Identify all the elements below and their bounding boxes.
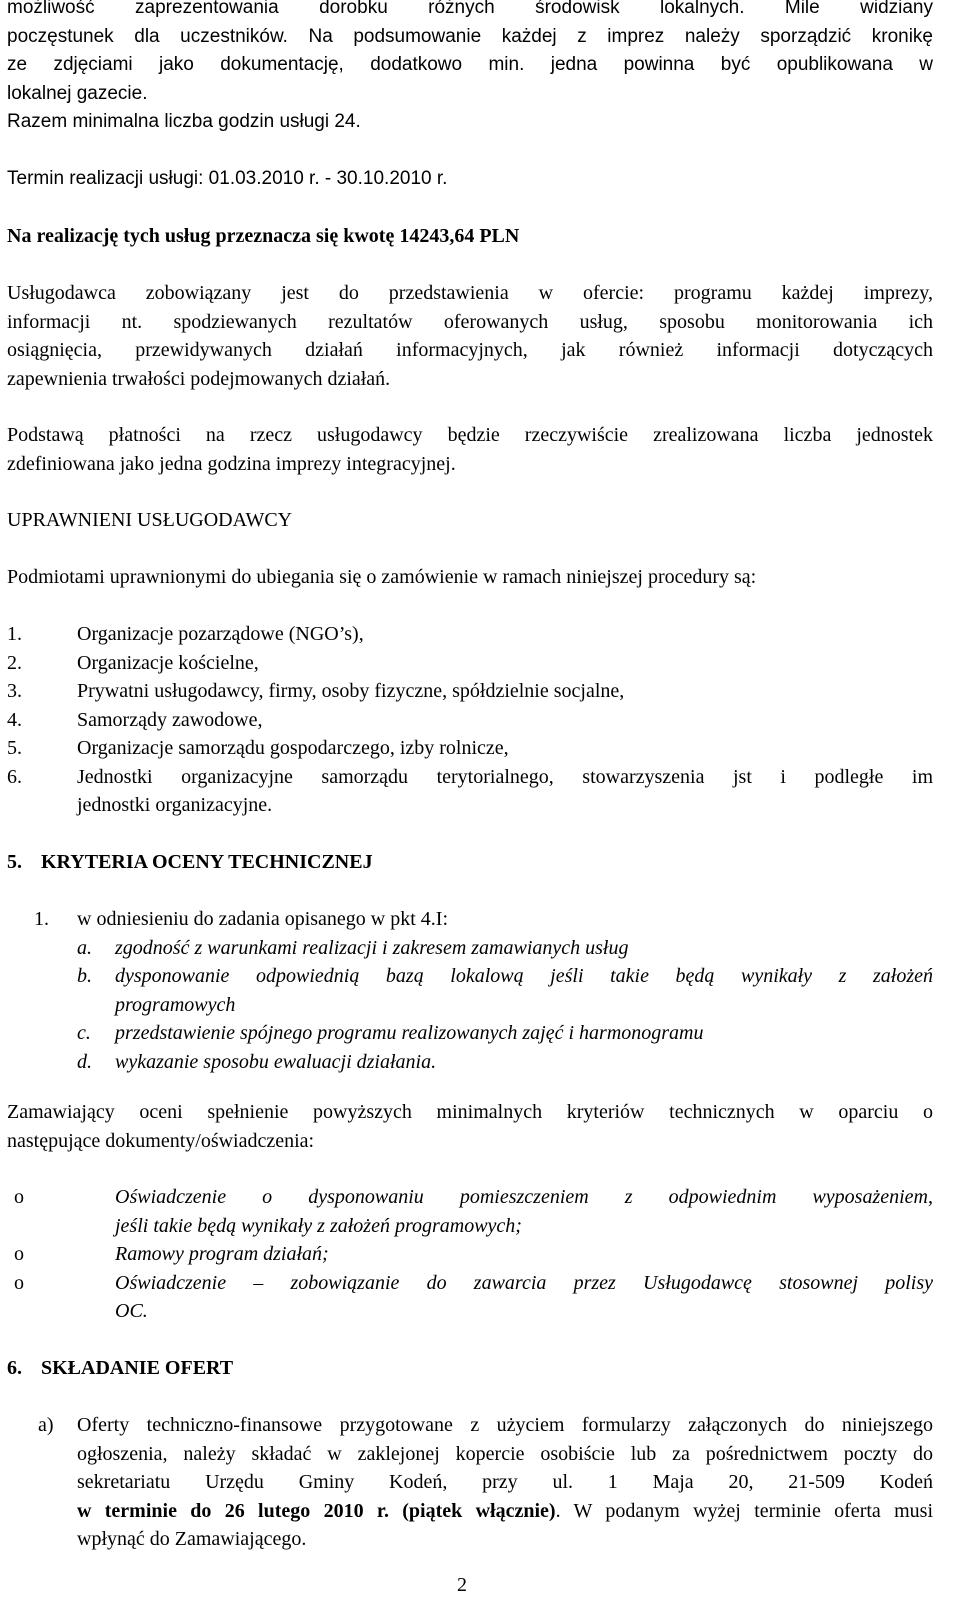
list-number: 1. — [7, 623, 22, 645]
list-text: Jednostki organizacyjne samorządu terytorialnego, stowarzyszenia jst i podległe im — [77, 765, 933, 788]
list-text: przedstawienie spójnego programu realizowanych zajęć i harmonogramu — [115, 1022, 704, 1044]
text-line: Usługodawca zobowiązany jest do przedstawienia w ofercie: programu każdej imprezy, — [7, 282, 933, 304]
eligible-list — [7, 620, 933, 820]
list-letter: c. — [77, 1022, 91, 1044]
list-text: Ramowy program działań; — [115, 1243, 329, 1265]
text-line: ogłoszenia, należy składać w zaklejonej kopercie osobiście lub za pośrednictwem poczty do — [77, 1442, 933, 1465]
list-text: Organizacje kościelne, — [77, 651, 259, 674]
list-text: zgodność z warunkami realizacji i zakresem zamawianych usług — [115, 936, 629, 959]
list-number: 3. — [7, 680, 22, 702]
documents-intro — [7, 1098, 933, 1155]
offers-text — [77, 1411, 933, 1554]
text-line: możliwość zaprezentowania dorobku różnych środowisk lokalnych. Mile widziany — [7, 0, 933, 18]
list-item — [7, 1269, 933, 1326]
list-text: wykazanie sposobu ewaluacji działania. — [115, 1050, 437, 1073]
documents-list — [7, 1183, 933, 1326]
text-line: wpłynąć do Zamawiającego. — [77, 1528, 307, 1550]
list-item — [7, 934, 933, 963]
list-item — [7, 734, 933, 763]
text-line: ze zdjęciami jako dokumentację, dodatkowo min. jedna powinna być opublikowana w — [7, 54, 933, 75]
section-number: 6. — [7, 1357, 22, 1379]
list-item — [7, 1183, 933, 1240]
section-number: 5. — [7, 851, 22, 873]
list-item — [7, 1019, 933, 1048]
eligible-heading: UPRAWNIENI USŁUGODAWCY — [7, 509, 293, 531]
list-letter: a. — [77, 936, 92, 959]
list-text: jeśli takie będą wynikały z założeń programowych; — [115, 1214, 522, 1237]
list-text: w odniesieniu do zadania opisanego w pkt 4.I: — [77, 908, 449, 930]
list-item — [7, 962, 933, 1019]
list-text: Samorządy zawodowe, — [77, 708, 263, 731]
text-line: sekretariatu Urzędu Gminy Kodeń, przy ul. 1 Maja 20, 21-509 Kodeń — [77, 1471, 933, 1493]
list-text: OC. — [115, 1300, 148, 1322]
payment-paragraph — [7, 421, 933, 478]
list-number: 2. — [7, 651, 22, 674]
list-text: jednostki organizacyjne. — [77, 794, 273, 816]
list-item — [7, 1048, 933, 1077]
list-number: 6. — [7, 765, 22, 788]
criteria-list — [7, 905, 933, 1076]
list-letter: a) — [38, 1414, 54, 1436]
amount-line: Na realizację tych usług przeznacza się kwotę 14243,64 PLN — [7, 225, 520, 247]
list-number: 1. — [34, 908, 49, 930]
hours-line: Razem minimalna liczba godzin usługi 24. — [7, 111, 361, 132]
text-line: lokalnej gazecie. — [7, 82, 148, 104]
bullet-marker: o — [14, 1186, 24, 1208]
eligible-intro: Podmiotami uprawnionymi do ubiegania się o zamówienie w ramach niniejszej procedury są: — [7, 566, 757, 588]
list-item — [7, 905, 933, 934]
list-item — [7, 677, 933, 706]
list-text: Organizacje pozarządowe (NGO’s), — [77, 623, 364, 645]
text-line: informacji nt. spodziewanych rezultatów oferowanych usług, sposobu monitorowania ich — [7, 310, 933, 333]
text-line — [77, 1497, 933, 1526]
list-number: 5. — [7, 737, 22, 759]
list-number: 4. — [7, 708, 22, 731]
text-line: poczęstunek dla uczestników. Na podsumowanie każdej z imprez należy sporządzić kronikę — [7, 25, 933, 47]
offers-heading — [7, 1354, 933, 1383]
list-text: Prywatni usługodawcy, firmy, osoby fizyczne, spółdzielnie socjalne, — [77, 680, 625, 702]
criteria-heading — [7, 848, 933, 877]
text-line: zapewnienia trwałości podejmowanych działań. — [7, 367, 391, 390]
section-title: SKŁADANIE OFERT — [41, 1357, 234, 1379]
text-line: osiągnięcia, przewidywanych działań informacyjnych, jak również informacji dotyczących — [7, 339, 933, 361]
list-text: Organizacje samorządu gospodarczego, izby rolnicze, — [77, 737, 509, 759]
offers-item — [7, 1411, 933, 1554]
list-text: Oświadczenie o dysponowaniu pomieszczeniem z odpowiednim wyposażeniem, — [115, 1186, 933, 1208]
list-letter: d. — [77, 1050, 92, 1073]
list-item — [7, 1240, 933, 1269]
list-letter: b. — [77, 965, 92, 987]
list-item — [7, 649, 933, 678]
list-text: Oświadczenie – zobowiązanie do zawarcia przez Usługodawcę stosownej polisy — [115, 1271, 933, 1294]
list-item — [7, 620, 933, 649]
text-line: Oferty techniczno-finansowe przygotowane z użyciem formularzy załączonych do niniejszego — [77, 1414, 933, 1436]
deadline-rest: . W podanym wyżej terminie oferta musi — [555, 1499, 934, 1522]
obligation-paragraph — [7, 279, 933, 393]
list-text: dysponowanie odpowiednią bazą lokalową jeśli takie będą wynikały z założeń — [115, 965, 933, 987]
text-line: następujące dokumenty/oświadczenia: — [7, 1129, 315, 1152]
page-number: 2 — [457, 1574, 467, 1596]
deadline-text: w terminie do 26 lutego 2010 r. (piątek włącznie) — [77, 1499, 556, 1522]
text-line: Zamawiający oceni spełnienie powyższych minimalnych kryteriów technicznych w oparciu o — [7, 1101, 933, 1123]
bullet-marker: o — [14, 1271, 24, 1294]
list-text: programowych — [115, 993, 236, 1016]
term-line: Termin realizacji usługi: 01.03.2010 r. - 30.10.2010 r. — [7, 168, 448, 189]
section-title: KRYTERIA OCENY TECHNICZNEJ — [41, 851, 373, 873]
text-line: Podstawą płatności na rzecz usługodawcy będzie rzeczywiście zrealizowana liczba jednostek — [7, 424, 933, 446]
list-item — [7, 763, 933, 820]
intro-paragraph — [7, 0, 933, 108]
text-line: zdefiniowana jako jedna godzina imprezy integracyjnej. — [7, 452, 456, 475]
bullet-marker: o — [14, 1243, 24, 1265]
list-item — [7, 706, 933, 735]
